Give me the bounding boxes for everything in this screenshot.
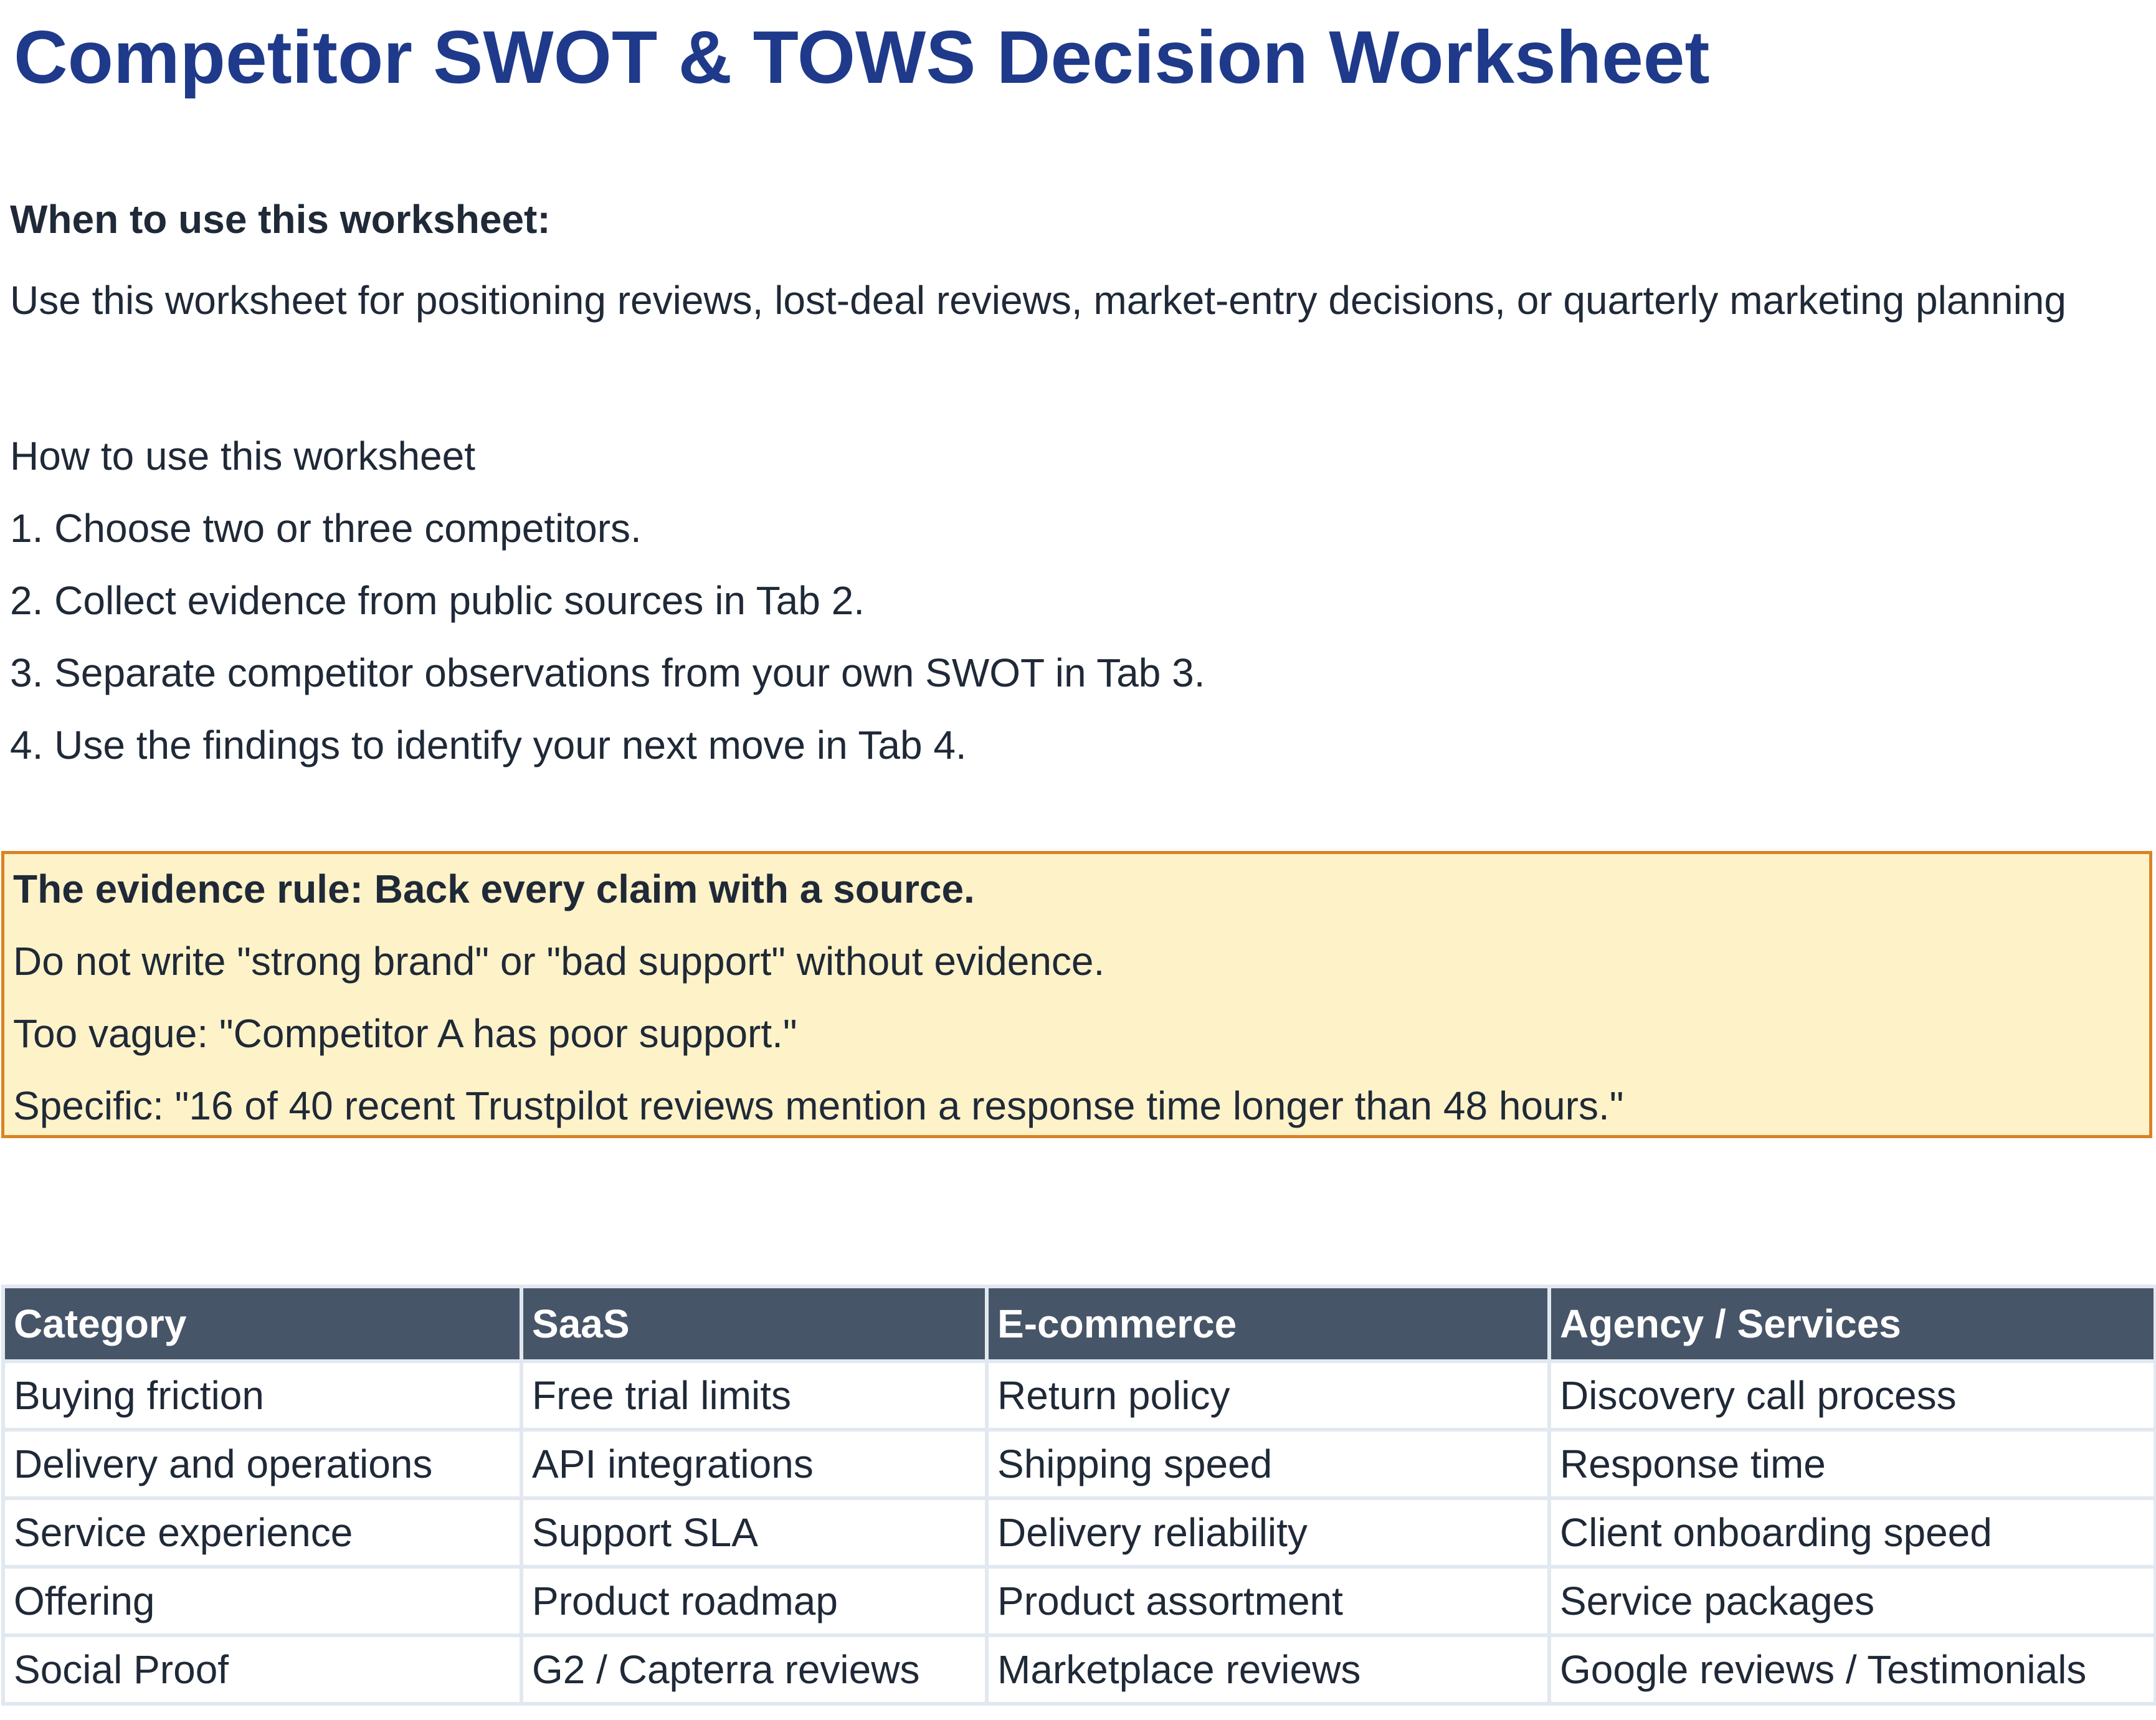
table-row	[3, 1567, 2155, 1635]
table-cell: API integrations	[521, 1430, 987, 1498]
how-step: 2. Collect evidence from public sources in Tab 2.	[10, 578, 865, 623]
how-step: 3. Separate competitor observations from your own SWOT in Tab 3.	[10, 650, 1205, 695]
table-cell: Shipping speed	[987, 1430, 1549, 1498]
when-text: Use this worksheet for positioning reviews, lost-deal reviews, market-entry decisions, or quarterly marketing planning	[10, 278, 2066, 323]
table-cell: Free trial limits	[521, 1361, 987, 1430]
table-row	[3, 1430, 2155, 1498]
table-cell: Buying friction	[3, 1361, 521, 1430]
table-cell: Product roadmap	[521, 1567, 987, 1635]
header-category: Category	[3, 1286, 521, 1361]
table-cell: Service experience	[3, 1498, 521, 1567]
table-cell: Marketplace reviews	[987, 1635, 1549, 1704]
evidence-rule-heading: The evidence rule: Back every claim with a source.	[13, 867, 975, 911]
evidence-rule-line: Specific: "16 of 40 recent Trustpilot reviews mention a response time longer than 48 hours."	[13, 1083, 1624, 1128]
evidence-rule-callout	[1, 851, 2152, 1138]
table-cell: Social Proof	[3, 1635, 521, 1704]
table-cell: Client onboarding speed	[1549, 1498, 2155, 1567]
table-cell: Service packages	[1549, 1567, 2155, 1635]
table-row	[3, 1498, 2155, 1567]
table-cell: G2 / Capterra reviews	[521, 1635, 987, 1704]
page-title: Competitor SWOT & TOWS Decision Worksheet	[14, 16, 1710, 99]
table-cell: Response time	[1549, 1430, 2155, 1498]
when-heading: When to use this worksheet:	[10, 197, 551, 242]
evidence-rule-line: Too vague: "Competitor A has poor support."	[13, 1011, 797, 1056]
how-step: 1. Choose two or three competitors.	[10, 506, 642, 551]
table-cell: Google reviews / Testimonials	[1549, 1635, 2155, 1704]
header-saas: SaaS	[521, 1286, 987, 1361]
table-cell: Support SLA	[521, 1498, 987, 1567]
how-heading: How to use this worksheet	[10, 434, 475, 478]
table-cell: Product assortment	[987, 1567, 1549, 1635]
table-row	[3, 1361, 2155, 1430]
header-ecommerce: E-commerce	[987, 1286, 1549, 1361]
table-cell: Delivery and operations	[3, 1430, 521, 1498]
how-step: 4. Use the findings to identify your next move in Tab 4.	[10, 723, 967, 767]
header-agency-services: Agency / Services	[1549, 1286, 2155, 1361]
category-table	[1, 1285, 2156, 1706]
table-cell: Return policy	[987, 1361, 1549, 1430]
evidence-rule-line: Do not write "strong brand" or "bad support" without evidence.	[13, 939, 1105, 984]
table-cell: Offering	[3, 1567, 521, 1635]
table-cell: Delivery reliability	[987, 1498, 1549, 1567]
table-cell: Discovery call process	[1549, 1361, 2155, 1430]
table-header-row	[3, 1286, 2155, 1361]
table-row	[3, 1635, 2155, 1704]
